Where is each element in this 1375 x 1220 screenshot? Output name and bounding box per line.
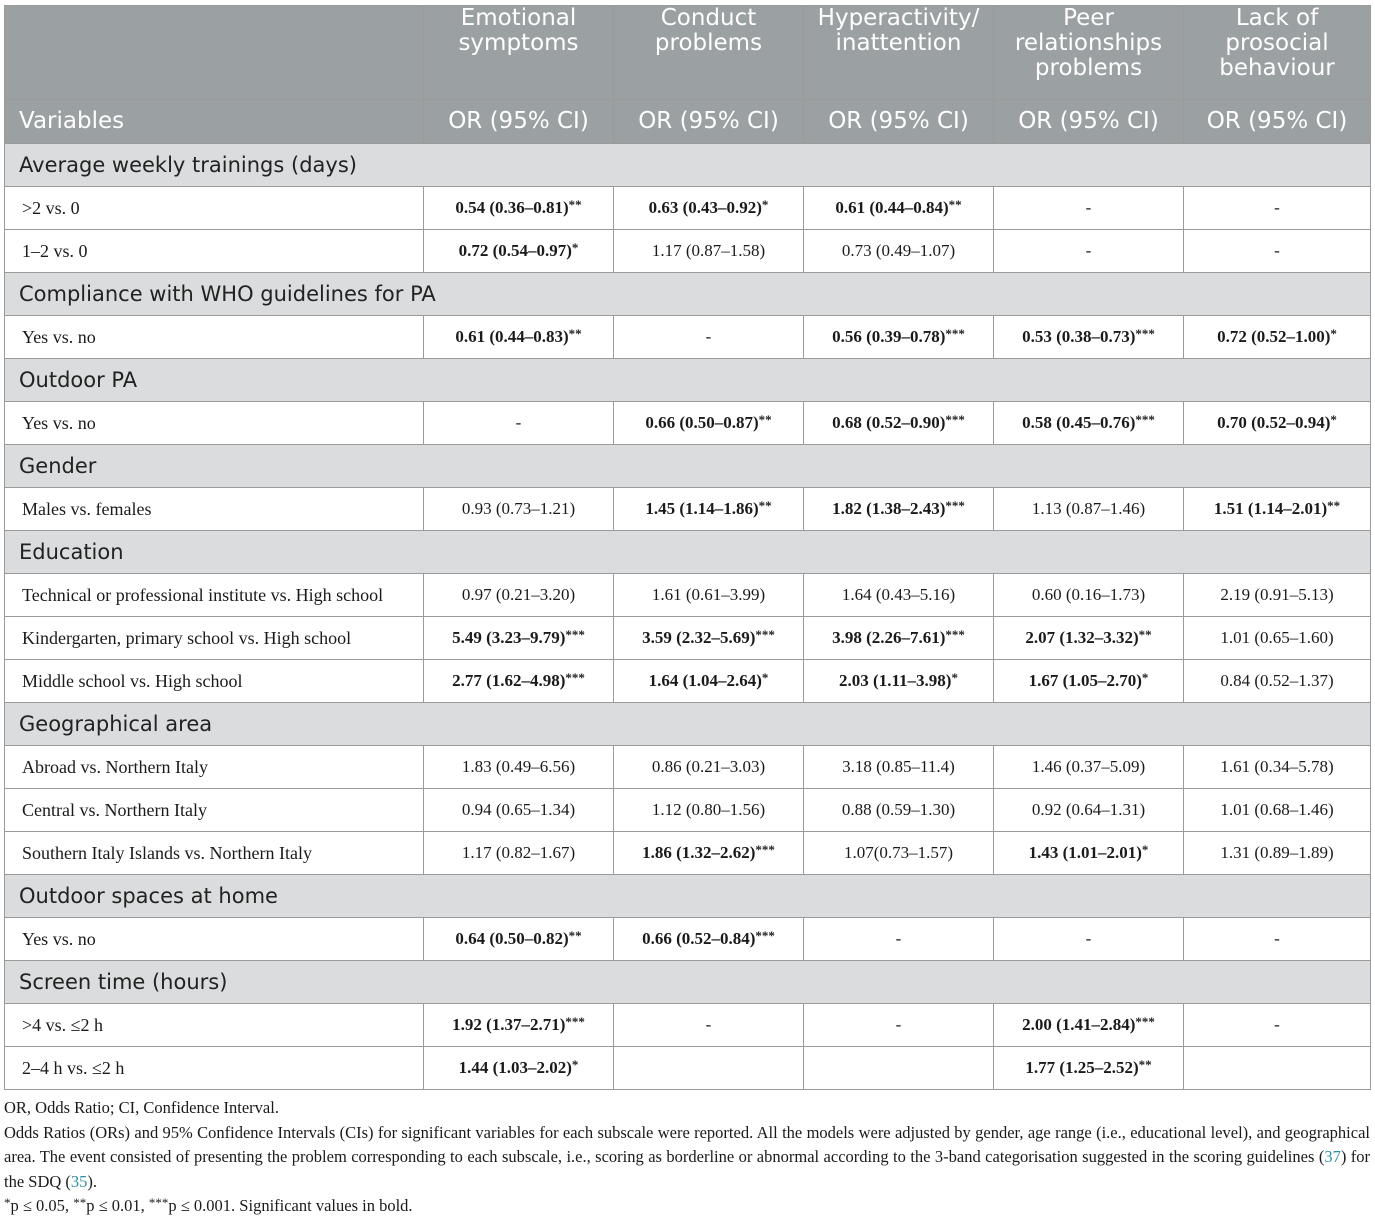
significance-stars: * [1141,842,1149,857]
or-value: 1.01 (0.65–1.60) [1220,628,1334,647]
or-value: 1.77 (1.25–2.52) [1025,1058,1139,1077]
or-value: - [1274,1015,1280,1034]
or-value-cell [804,1004,994,1047]
or-value: 1.13 (0.87–1.46) [1031,499,1146,518]
or-value: 1.01 (0.68–1.46) [1220,800,1334,819]
significance-stars: *** [565,1014,585,1029]
table-row [5,1004,1371,1047]
row-label: 1–2 vs. 0 [5,230,424,273]
or-value-cell [994,746,1184,789]
or-value-cell [614,789,804,832]
significance-stars: *** [755,842,775,857]
or-value-cell [424,918,614,961]
table-row [5,187,1371,230]
or-value-cell [1184,1004,1371,1047]
col-sub-header: OR (95% CI) [804,100,994,144]
section-title: Gender [5,445,1371,488]
significance-stars: * [571,240,579,255]
or-value-cell [994,230,1184,273]
or-value-cell [424,402,614,445]
table-row [5,789,1371,832]
or-value: 2.00 (1.41–2.84) [1022,1015,1136,1034]
row-label: Technical or professional institute vs. High school [5,574,424,617]
footnote-significance: *p ≤ 0.05, **p ≤ 0.01, ***p ≤ 0.001. Significant values in bold. [4,1195,413,1215]
significance-stars: *** [1135,1014,1155,1029]
footnote-methods: Odds Ratios (ORs) and 95% Confidence Intervals (CIs) for significant variables for each subscale were reported. All the models were adjusted by gender, age range (i.e., educational level), and geographical area. The event consisted of presenting the problem corresponding to each subscale, i.e., scoring as borderline or abnormal according to the 3-band categorisation suggested in the scoring guidelines (37) for the SDQ (35). [4,1122,1371,1191]
table-row [5,617,1371,660]
or-value-cell [424,574,614,617]
header-row-titles [5,6,1371,100]
or-value-cell [424,660,614,703]
row-label: Males vs. females [5,488,424,531]
row-label: Kindergarten, primary school vs. High school [5,617,424,660]
section-title: Average weekly trainings (days) [5,144,1371,187]
or-value-cell [804,746,994,789]
or-value: - [1274,929,1280,948]
table-row [5,1047,1371,1090]
or-value-cell [804,402,994,445]
or-value-cell [424,789,614,832]
or-value: - [1274,198,1280,217]
table-row [5,574,1371,617]
or-value-cell [614,230,804,273]
table-row [5,488,1371,531]
or-value: 0.60 (0.16–1.73) [1031,585,1146,604]
section-title: Geographical area [5,703,1371,746]
or-value: 0.53 (0.38–0.73) [1022,327,1136,346]
significance-stars: * [1330,412,1337,427]
row-label: >2 vs. 0 [5,187,424,230]
col-header-peer: Peer relationships problems [994,6,1184,100]
or-value: 0.72 (0.52–1.00) [1217,327,1331,346]
or-value-cell [1184,918,1371,961]
or-value-cell [1184,789,1371,832]
significance-stars: ** [758,498,772,513]
or-value-cell [994,187,1184,230]
or-value: 2.19 (0.91–5.13) [1220,585,1334,604]
table-footnotes [4,1096,1370,1219]
or-value-cell [994,574,1184,617]
significance-stars: *** [755,627,775,642]
or-value-cell [1184,187,1371,230]
or-value-cell [614,402,804,445]
or-value: 3.18 (0.85–11.4) [842,757,955,776]
or-value: - [895,1015,902,1034]
or-value: 0.94 (0.65–1.34) [461,800,576,819]
or-value: 1.07(0.73–1.57) [843,843,954,862]
or-value: 0.61 (0.44–0.83) [455,327,569,346]
or-value-cell [804,789,994,832]
row-label: Yes vs. no [5,316,424,359]
or-value-cell [424,187,614,230]
or-value: 0.63 (0.43–0.92) [648,198,762,217]
significance-stars: *** [945,498,965,513]
or-value-cell [1184,402,1371,445]
or-value: 0.86 (0.21–3.03) [651,757,766,776]
section-header-row [5,144,1371,187]
significance-stars: ** [568,326,582,341]
or-value: 1.64 (0.43–5.16) [841,585,956,604]
table-row [5,316,1371,359]
or-value: 1.82 (1.38–2.43) [832,499,946,518]
or-value: 0.92 (0.64–1.31) [1031,800,1146,819]
or-value-cell [614,1047,804,1090]
or-value: 0.56 (0.39–0.78) [832,327,946,346]
variables-header: Variables [5,100,424,144]
reference-link[interactable]: 37 [1324,1147,1341,1166]
or-value: 0.58 (0.45–0.76) [1022,413,1136,432]
or-value-cell [804,1047,994,1090]
or-value: 1.46 (0.37–5.09) [1031,757,1146,776]
or-value: 0.93 (0.73–1.21) [461,499,576,518]
col-sub-header: OR (95% CI) [614,100,804,144]
or-value: 0.54 (0.36–0.81) [455,198,569,217]
or-value: 3.59 (2.32–5.69) [642,628,756,647]
section-title: Outdoor PA [5,359,1371,402]
table-row [5,660,1371,703]
or-value: 1.17 (0.82–1.67) [461,843,576,862]
reference-link[interactable]: 35 [70,1171,88,1191]
or-value: 1.43 (1.01–2.01) [1028,843,1142,862]
or-value: 2.07 (1.32–3.32) [1025,628,1139,647]
col-header-conduct: Conduct problems [614,6,804,100]
or-value: 0.68 (0.52–0.90) [832,413,946,432]
or-value-cell [804,574,994,617]
significance-stars: *** [945,412,965,427]
or-value: 1.12 (0.80–1.56) [651,800,766,819]
col-sub-header: OR (95% CI) [1184,100,1371,144]
section-title: Education [5,531,1371,574]
or-value-cell [804,918,994,961]
or-value-cell [994,617,1184,660]
or-value: 0.70 (0.52–0.94) [1217,413,1331,432]
or-value: - [515,413,522,432]
or-value-cell [804,230,994,273]
significance-stars: ** [568,928,582,943]
or-value: 1.86 (1.32–2.62) [642,843,756,862]
or-value: - [1085,198,1092,217]
row-label: Central vs. Northern Italy [5,789,424,832]
or-value: 1.64 (1.04–2.64) [648,671,762,690]
or-value: 1.92 (1.37–2.71) [452,1015,566,1034]
or-value-cell [1184,230,1371,273]
or-value-cell [994,1047,1184,1090]
or-value-cell [994,488,1184,531]
or-value: 1.83 (0.49–6.56) [461,757,576,776]
row-label: Yes vs. no [5,918,424,961]
or-value: 1.44 (1.03–2.02) [458,1058,572,1077]
table-row [5,230,1371,273]
or-value-cell [1184,488,1371,531]
or-value: 0.66 (0.52–0.84) [642,929,756,948]
or-value-cell [614,187,804,230]
section-header-row [5,961,1371,1004]
or-value: 2.77 (1.62–4.98) [452,671,566,690]
significance-stars: ** [1138,1057,1152,1072]
or-value: 1.67 (1.05–2.70) [1028,671,1142,690]
or-value-cell [614,918,804,961]
significance-stars: *** [755,928,775,943]
or-value-cell [1184,746,1371,789]
table-row [5,746,1371,789]
section-title: Compliance with WHO guidelines for PA [5,273,1371,316]
or-value: 1.45 (1.14–1.86) [645,499,759,518]
or-value: 0.64 (0.50–0.82) [455,929,569,948]
or-value-cell [614,488,804,531]
significance-stars: * [761,670,769,685]
or-value-cell [804,617,994,660]
col-sub-header: OR (95% CI) [994,100,1184,144]
or-value-cell [1184,660,1371,703]
table-row [5,402,1371,445]
section-header-row [5,445,1371,488]
or-value: 3.98 (2.26–7.61) [832,628,946,647]
significance-stars: ** [1327,498,1341,513]
row-label: >4 vs. ≤2 h [5,1004,424,1047]
or-value-cell [1184,617,1371,660]
section-title: Outdoor spaces at home [5,875,1371,918]
significance-stars: ** [758,412,772,427]
table-row [5,918,1371,961]
or-value-cell [1184,316,1371,359]
or-value-cell [804,488,994,531]
significance-stars: ** [568,197,582,212]
row-label: Southern Italy Islands vs. Northern Italy [5,832,424,875]
section-header-row [5,531,1371,574]
significance-stars: ** [1138,627,1152,642]
or-value: 0.72 (0.54–0.97) [458,241,572,260]
or-value-cell [614,316,804,359]
or-value-cell [994,316,1184,359]
section-header-row [5,359,1371,402]
or-value-cell [614,660,804,703]
or-value-cell [424,488,614,531]
significance-stars: * [951,670,958,685]
or-value-cell [1184,1047,1371,1090]
or-value-cell [424,617,614,660]
table-row [5,832,1371,875]
row-label: 2–4 h vs. ≤2 h [5,1047,424,1090]
or-value-cell [614,832,804,875]
significance-stars: ** [948,197,962,212]
significance-stars: * [761,197,769,212]
col-header-prosocial: Lack of prosocial behaviour [1184,6,1371,100]
or-value: 0.88 (0.59–1.30) [841,800,956,819]
or-value-cell [424,230,614,273]
or-value: 0.66 (0.50–0.87) [645,413,759,432]
or-value-cell [614,574,804,617]
or-value: - [1085,241,1092,260]
or-value: 1.61 (0.34–5.78) [1220,757,1334,776]
or-value: - [1085,929,1092,948]
or-value: - [1274,241,1280,260]
or-value-cell [614,746,804,789]
or-value: 0.73 (0.49–1.07) [841,241,956,260]
footnote-abbreviations: OR, Odds Ratio; CI, Confidence Interval. [4,1098,279,1117]
or-value-cell [424,746,614,789]
significance-stars: *** [1135,412,1155,427]
row-label: Middle school vs. High school [5,660,424,703]
significance-stars: *** [945,627,965,642]
or-value: 0.61 (0.44–0.84) [835,198,949,217]
or-value: 5.49 (3.23–9.79) [452,628,566,647]
or-value: 1.31 (0.89–1.89) [1220,843,1334,862]
or-value: - [705,1015,712,1034]
or-value-cell [424,316,614,359]
or-value: 1.17 (0.87–1.58) [651,241,766,260]
results-table [4,5,1371,1090]
significance-stars: *** [565,670,585,685]
significance-stars: * [1141,670,1149,685]
or-value-cell [994,789,1184,832]
or-value-cell [424,832,614,875]
or-value-cell [804,316,994,359]
or-value-cell [994,918,1184,961]
or-value: 0.97 (0.21–3.20) [461,585,576,604]
section-header-row [5,875,1371,918]
significance-stars: * [1330,326,1337,341]
section-title: Screen time (hours) [5,961,1371,1004]
or-value-cell [994,1004,1184,1047]
or-value-cell [1184,574,1371,617]
row-label: Abroad vs. Northern Italy [5,746,424,789]
or-value: 1.61 (0.61–3.99) [651,585,766,604]
or-value-cell [1184,832,1371,875]
or-value-cell [424,1047,614,1090]
table-body [5,144,1371,1090]
or-value: 0.84 (0.52–1.37) [1220,671,1334,690]
or-value: - [895,929,902,948]
significance-stars: *** [565,627,585,642]
row-label: Yes vs. no [5,402,424,445]
header-blank-cell [5,6,424,100]
section-header-row [5,273,1371,316]
col-header-hyperactivity: Hyperactivity/ inattention [804,6,994,100]
col-header-emotional: Emotional symptoms [424,6,614,100]
or-value-cell [804,832,994,875]
or-value-cell [424,1004,614,1047]
or-value-cell [994,660,1184,703]
significance-stars: *** [1135,326,1155,341]
or-value-cell [804,660,994,703]
or-value-cell [994,402,1184,445]
or-value-cell [804,187,994,230]
section-header-row [5,703,1371,746]
significance-stars: *** [945,326,965,341]
or-value: - [705,327,712,346]
or-value-cell [614,617,804,660]
or-value: 2.03 (1.11–3.98) [839,671,952,690]
header-row-subtitles [5,100,1371,144]
or-value-cell [614,1004,804,1047]
significance-stars: * [571,1057,579,1072]
col-sub-header: OR (95% CI) [424,100,614,144]
or-value: 1.51 (1.14–2.01) [1213,499,1328,518]
or-value-cell [994,832,1184,875]
